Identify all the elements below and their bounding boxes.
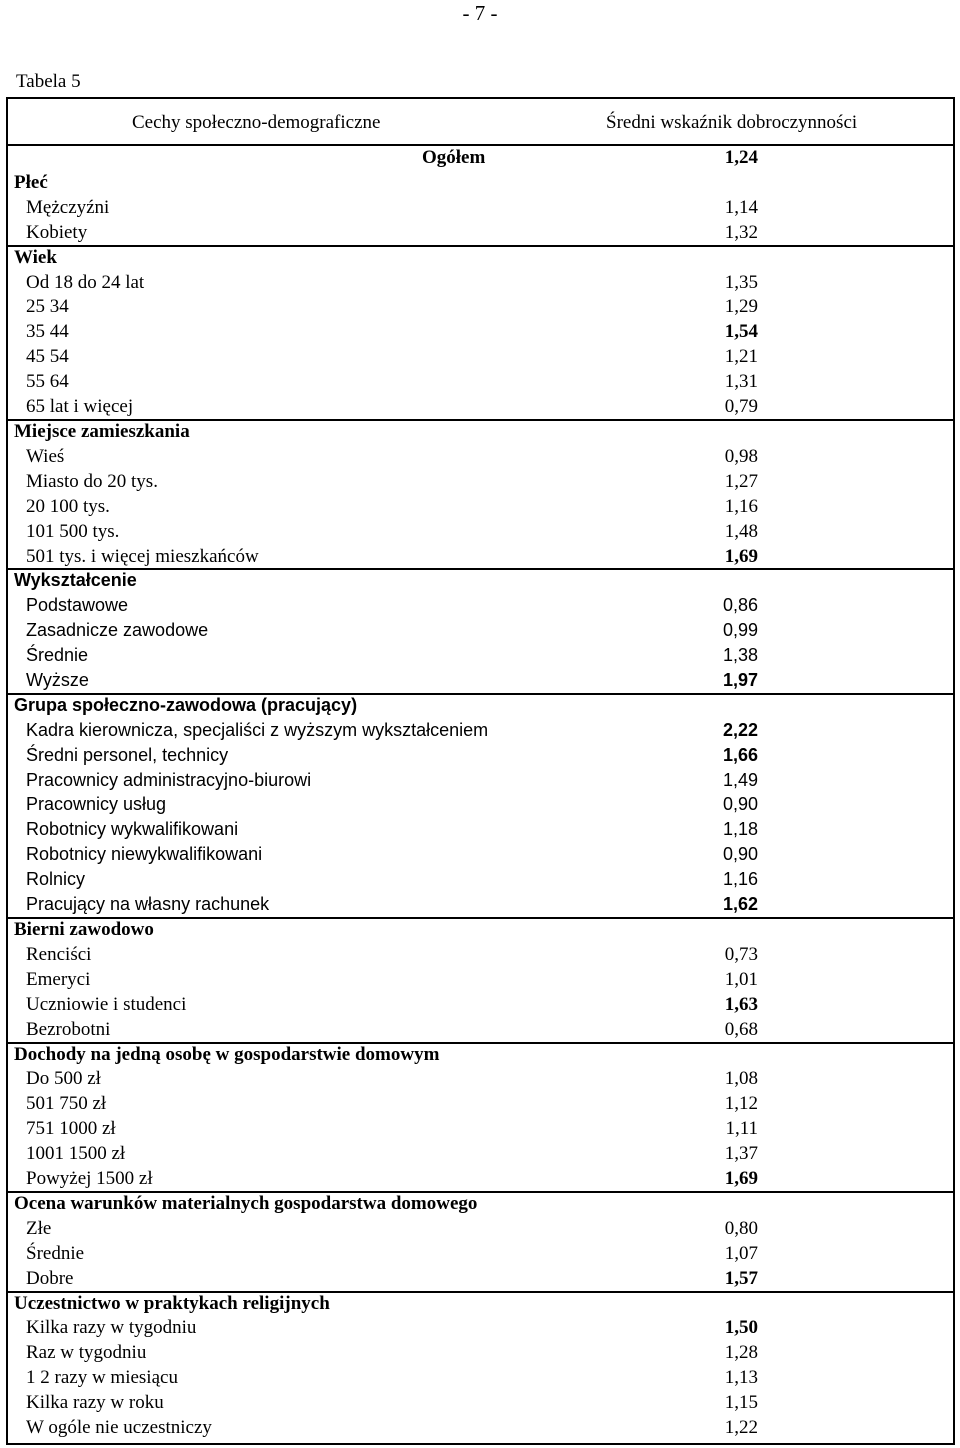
table-row [6,768,955,793]
category-title: Ocena warunków materialnych gospodarstwa domowego [14,1192,478,1214]
category-title: Dochody na jedną osobę w gospodarstwie domowym [14,1043,440,1065]
row-label: 45 54 [26,346,69,368]
row-label: Mężczyźni [26,196,110,218]
row-value: 1,11 [725,1118,758,1140]
total-value: 1,24 [724,147,758,168]
table-row [6,220,955,245]
row-label: 1001 1500 zł [26,1143,126,1165]
row-value: 0,73 [724,943,758,965]
row-value: 1,54 [724,321,758,343]
row-label: 20 100 tys. [26,495,110,517]
row-value: 1,18 [722,819,758,840]
row-label: Pracujący na własny rachunek [26,894,270,915]
row-value: 1,29 [724,296,758,318]
table-row [6,294,955,319]
row-label: Średni personel, technicy [26,744,229,765]
table-row [6,544,955,569]
total-row [6,145,955,170]
row-label: Uczniowie i studenci [26,993,187,1015]
table-row [6,1141,955,1166]
table-row [6,195,955,220]
total-label: Ogółem [422,147,486,168]
row-value: 1,48 [724,520,758,542]
table-row [6,394,955,419]
table-row [6,369,955,394]
row-label: Średnie [26,1242,85,1264]
row-label: Podstawowe [26,595,129,616]
row-label: Emeryci [26,968,91,990]
table-row [6,967,955,992]
category-title: Grupa społeczno-zawodowa (pracujący) [14,694,358,715]
table-row [6,469,955,494]
table-row [6,1166,955,1191]
row-label: 25 34 [26,296,69,318]
table-row [6,992,955,1017]
column-header-index: Średni wskaźnik dobroczynności [606,112,858,133]
row-value: 1,22 [724,1417,758,1438]
table-row [6,892,955,917]
table-row [6,519,955,544]
category-title: Wykształcenie [14,570,137,591]
row-label: Powyżej 1500 zł [26,1168,153,1189]
row-value: 1,63 [724,993,758,1015]
table-row [6,817,955,842]
row-value: 1,49 [722,769,758,790]
category-title: Bierni zawodowo [14,919,154,940]
row-label: 751 1000 zł [26,1118,116,1140]
row-label: 65 lat i więcej [26,396,134,418]
row-label: Kilka razy w tygodniu [26,1317,197,1339]
category-title: Miejsce zamieszkania [14,421,190,442]
row-label: 101 500 tys. [26,520,120,542]
category-group [6,419,955,568]
category-group [6,917,955,1042]
table-row [6,1365,955,1390]
table-row [6,1340,955,1365]
row-value: 0,68 [724,1018,758,1040]
row-value: 1,14 [724,196,758,218]
group-divider [6,568,955,570]
row-value: 1,12 [724,1093,758,1115]
row-value: 1,97 [722,669,758,690]
table-row [6,319,955,344]
table-row [6,792,955,817]
group-divider [6,245,955,247]
table-row [6,494,955,519]
row-value: 1,69 [724,1168,758,1189]
row-label: Kobiety [26,221,88,243]
row-label: Wyższe [26,669,89,690]
table-row [6,743,955,768]
table-row [6,593,955,618]
table-row [6,842,955,867]
table-row [6,867,955,892]
row-value: 1,32 [724,221,758,243]
row-label: Renciści [26,943,92,965]
column-header-features: Cechy społeczno-demograficzne [132,112,381,133]
row-label: 55 64 [26,371,69,393]
row-value: 1,31 [724,371,758,393]
category-group [6,170,955,245]
row-value: 1,08 [724,1068,758,1090]
row-label: Wieś [26,445,65,467]
row-label: Robotnicy wykwalifikowani [26,819,239,840]
table-row [6,942,955,967]
row-value: 0,86 [722,595,758,616]
row-label: 501 tys. i więcej mieszkańców [26,545,259,567]
table-caption: Tabela 5 [16,71,81,92]
row-value: 1,15 [724,1392,758,1414]
row-value: 2,22 [722,719,758,740]
table-row [6,1390,955,1415]
row-label: Pracownicy usług [26,794,167,815]
table-row [6,1017,955,1042]
row-value: 1,21 [724,346,758,368]
table-row [6,1315,955,1340]
page-number: - 7 - [462,1,498,25]
row-value: 1,35 [724,271,758,293]
row-label: Od 18 do 24 lat [26,271,145,293]
category-group [6,1191,955,1291]
table-row [6,270,955,295]
row-value: 0,80 [724,1217,758,1239]
row-value: 1,13 [724,1367,758,1389]
table-row [6,618,955,643]
table-row [6,444,955,469]
row-label: Rolnicy [26,869,86,890]
row-value: 1,57 [724,1267,758,1289]
row-value: 1,28 [724,1342,758,1364]
row-value: 1,16 [724,495,758,517]
row-value: 1,07 [724,1242,758,1264]
row-value: 1,16 [722,869,758,890]
row-label: Zasadnicze zawodowe [26,620,209,641]
category-group [6,568,955,693]
row-label: Do 500 zł [26,1068,101,1090]
row-label: 35 44 [26,321,69,343]
row-label: Kadra kierownicza, specjaliści z wyższym wykształceniem [26,719,489,740]
row-label: Dobre [26,1267,74,1289]
table-row [6,1266,955,1291]
category-group [6,1291,955,1440]
table-row [6,1091,955,1116]
row-label: Kilka razy w roku [26,1392,164,1414]
row-value: 1,69 [724,545,758,567]
row-value: 1,01 [724,968,758,990]
category-group [6,1042,955,1191]
row-label: Złe [26,1217,52,1239]
row-label: Bezrobotni [26,1018,111,1040]
row-value: 1,37 [724,1143,758,1165]
row-value: 1,50 [724,1317,758,1339]
row-value: 0,79 [724,396,758,418]
row-value: 0,90 [722,844,758,865]
row-label: W ogóle nie uczestniczy [26,1417,212,1438]
row-label: Średnie [26,645,89,666]
row-value: 1,27 [724,470,758,492]
category-title: Płeć [14,172,48,193]
row-label: Miasto do 20 tys. [26,470,158,492]
row-label: Robotnicy niewykwalifikowani [26,844,263,865]
row-value: 1,62 [722,894,758,915]
row-value: 1,66 [722,744,758,765]
row-label: Pracownicy administracyjno-biurowi [26,769,312,790]
table-row [6,718,955,743]
row-value: 0,99 [722,620,758,641]
row-label: 501 750 zł [26,1093,107,1115]
row-value: 0,98 [724,445,758,467]
row-value: 1,38 [722,645,758,666]
table-row [6,1415,955,1440]
table-row [6,1216,955,1241]
category-group [6,693,955,917]
category-group [6,245,955,419]
row-value: 0,90 [722,794,758,815]
row-label: Raz w tygodniu [26,1342,147,1364]
category-title: Uczestnictwo w praktykach religijnych [14,1292,330,1314]
category-title: Wiek [14,246,57,268]
table-row [6,668,955,693]
table-row [6,344,955,369]
table-row [6,1116,955,1141]
table-row [6,1241,955,1266]
table-row [6,643,955,668]
table-row [6,1066,955,1091]
row-label: 1 2 razy w miesiącu [26,1367,178,1389]
